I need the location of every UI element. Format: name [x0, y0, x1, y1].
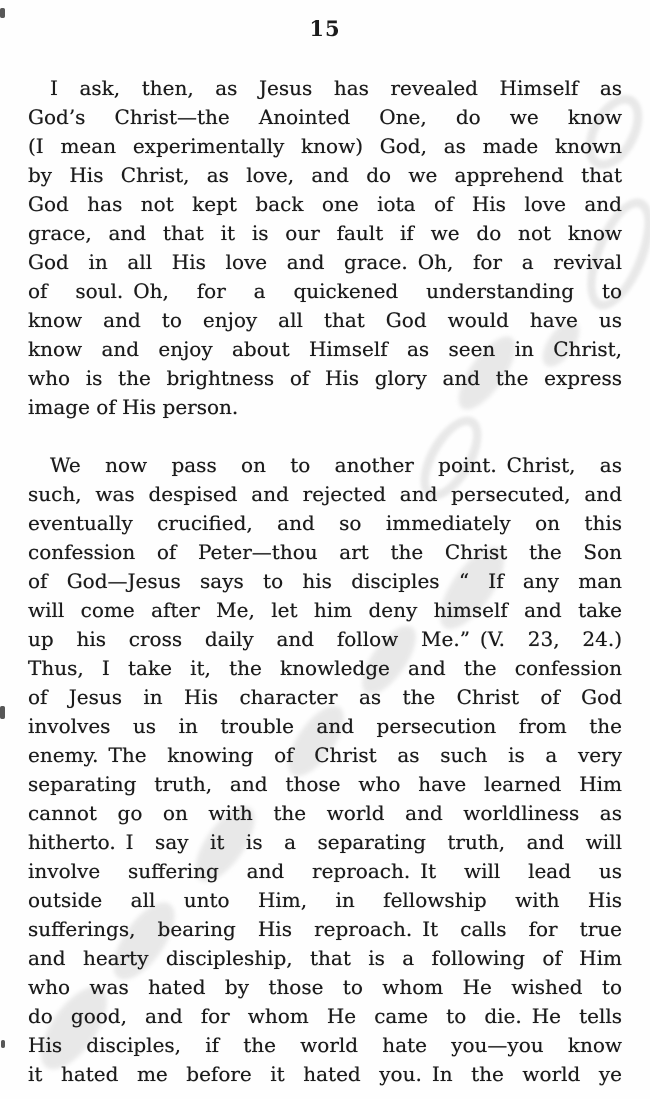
- text-line: know and enjoy about Himself as seen in Christ,: [28, 337, 622, 361]
- text-line: who is the brightness of His glory and the express: [28, 366, 622, 390]
- text-line: involve suffering and reproach. It will lead us: [28, 859, 622, 883]
- text-line: image of His person.: [28, 395, 239, 419]
- paragraph-2: [28, 451, 622, 1089]
- text-line: God has not kept back one iota of His love and: [28, 192, 622, 216]
- text-line: Thus, I take it, the knowledge and the confession: [28, 656, 622, 680]
- text-line: enemy. The knowing of Christ as such is a very: [28, 743, 622, 767]
- scan-speck: [0, 706, 5, 719]
- text-line: sufferings, bearing His reproach. It calls for true: [28, 917, 622, 941]
- text-line: such, was despised and rejected and persecuted, and: [28, 482, 622, 506]
- text-line: and hearty discipleship, that is a following of Him: [28, 946, 622, 970]
- text-line: separating truth, and those who have learned Him: [28, 772, 622, 796]
- text-line: grace, and that it is our fault if we do not know: [28, 221, 622, 245]
- text-line: cannot go on with the world and worldliness as: [28, 801, 622, 825]
- page-number: 15: [309, 16, 341, 41]
- text-line: hitherto. I say it is a separating truth, and will: [28, 830, 622, 854]
- text-line: of soul. Oh, for a quickened understanding to: [28, 279, 622, 303]
- text-line: We now pass on to another point. Christ, as: [50, 453, 622, 477]
- text-line: His disciples, if the world hate you—you know: [28, 1033, 622, 1057]
- text-line: by His Christ, as love, and do we apprehend that: [28, 163, 622, 187]
- page-text: [28, 74, 622, 1089]
- text-line: of God—Jesus says to his disciples “ If any man: [28, 569, 622, 593]
- text-line: who was hated by those to whom He wished to: [28, 975, 622, 999]
- text-line: will come after Me, let him deny himself and take: [28, 598, 622, 622]
- text-line: do good, and for whom He came to die. He tells: [28, 1004, 622, 1028]
- paragraph-1: [28, 74, 622, 422]
- text-line: eventually crucified, and so immediately on this: [28, 511, 622, 535]
- text-line: confession of Peter—thou art the Christ the Son: [28, 540, 622, 564]
- text-line: God’s Christ—the Anointed One, do we know: [28, 105, 622, 129]
- text-line: involves us in trouble and persecution from the: [28, 714, 622, 738]
- text-line: I ask, then, as Jesus has revealed Himself as: [50, 76, 622, 100]
- text-line: God in all His love and grace. Oh, for a revival: [28, 250, 622, 274]
- text-line: of Jesus in His character as the Christ of God: [28, 685, 622, 709]
- text-line: up his cross daily and follow Me.” (V. 23, 24.): [28, 627, 622, 651]
- text-line: (I mean experimentally know) God, as made known: [28, 134, 622, 158]
- text-line: it hated me before it hated you. In the world ye: [28, 1062, 622, 1086]
- text-line: know and to enjoy all that God would have us: [28, 308, 622, 332]
- text-line: outside all unto Him, in fellowship with His: [28, 888, 622, 912]
- scan-speck: [1, 1040, 5, 1048]
